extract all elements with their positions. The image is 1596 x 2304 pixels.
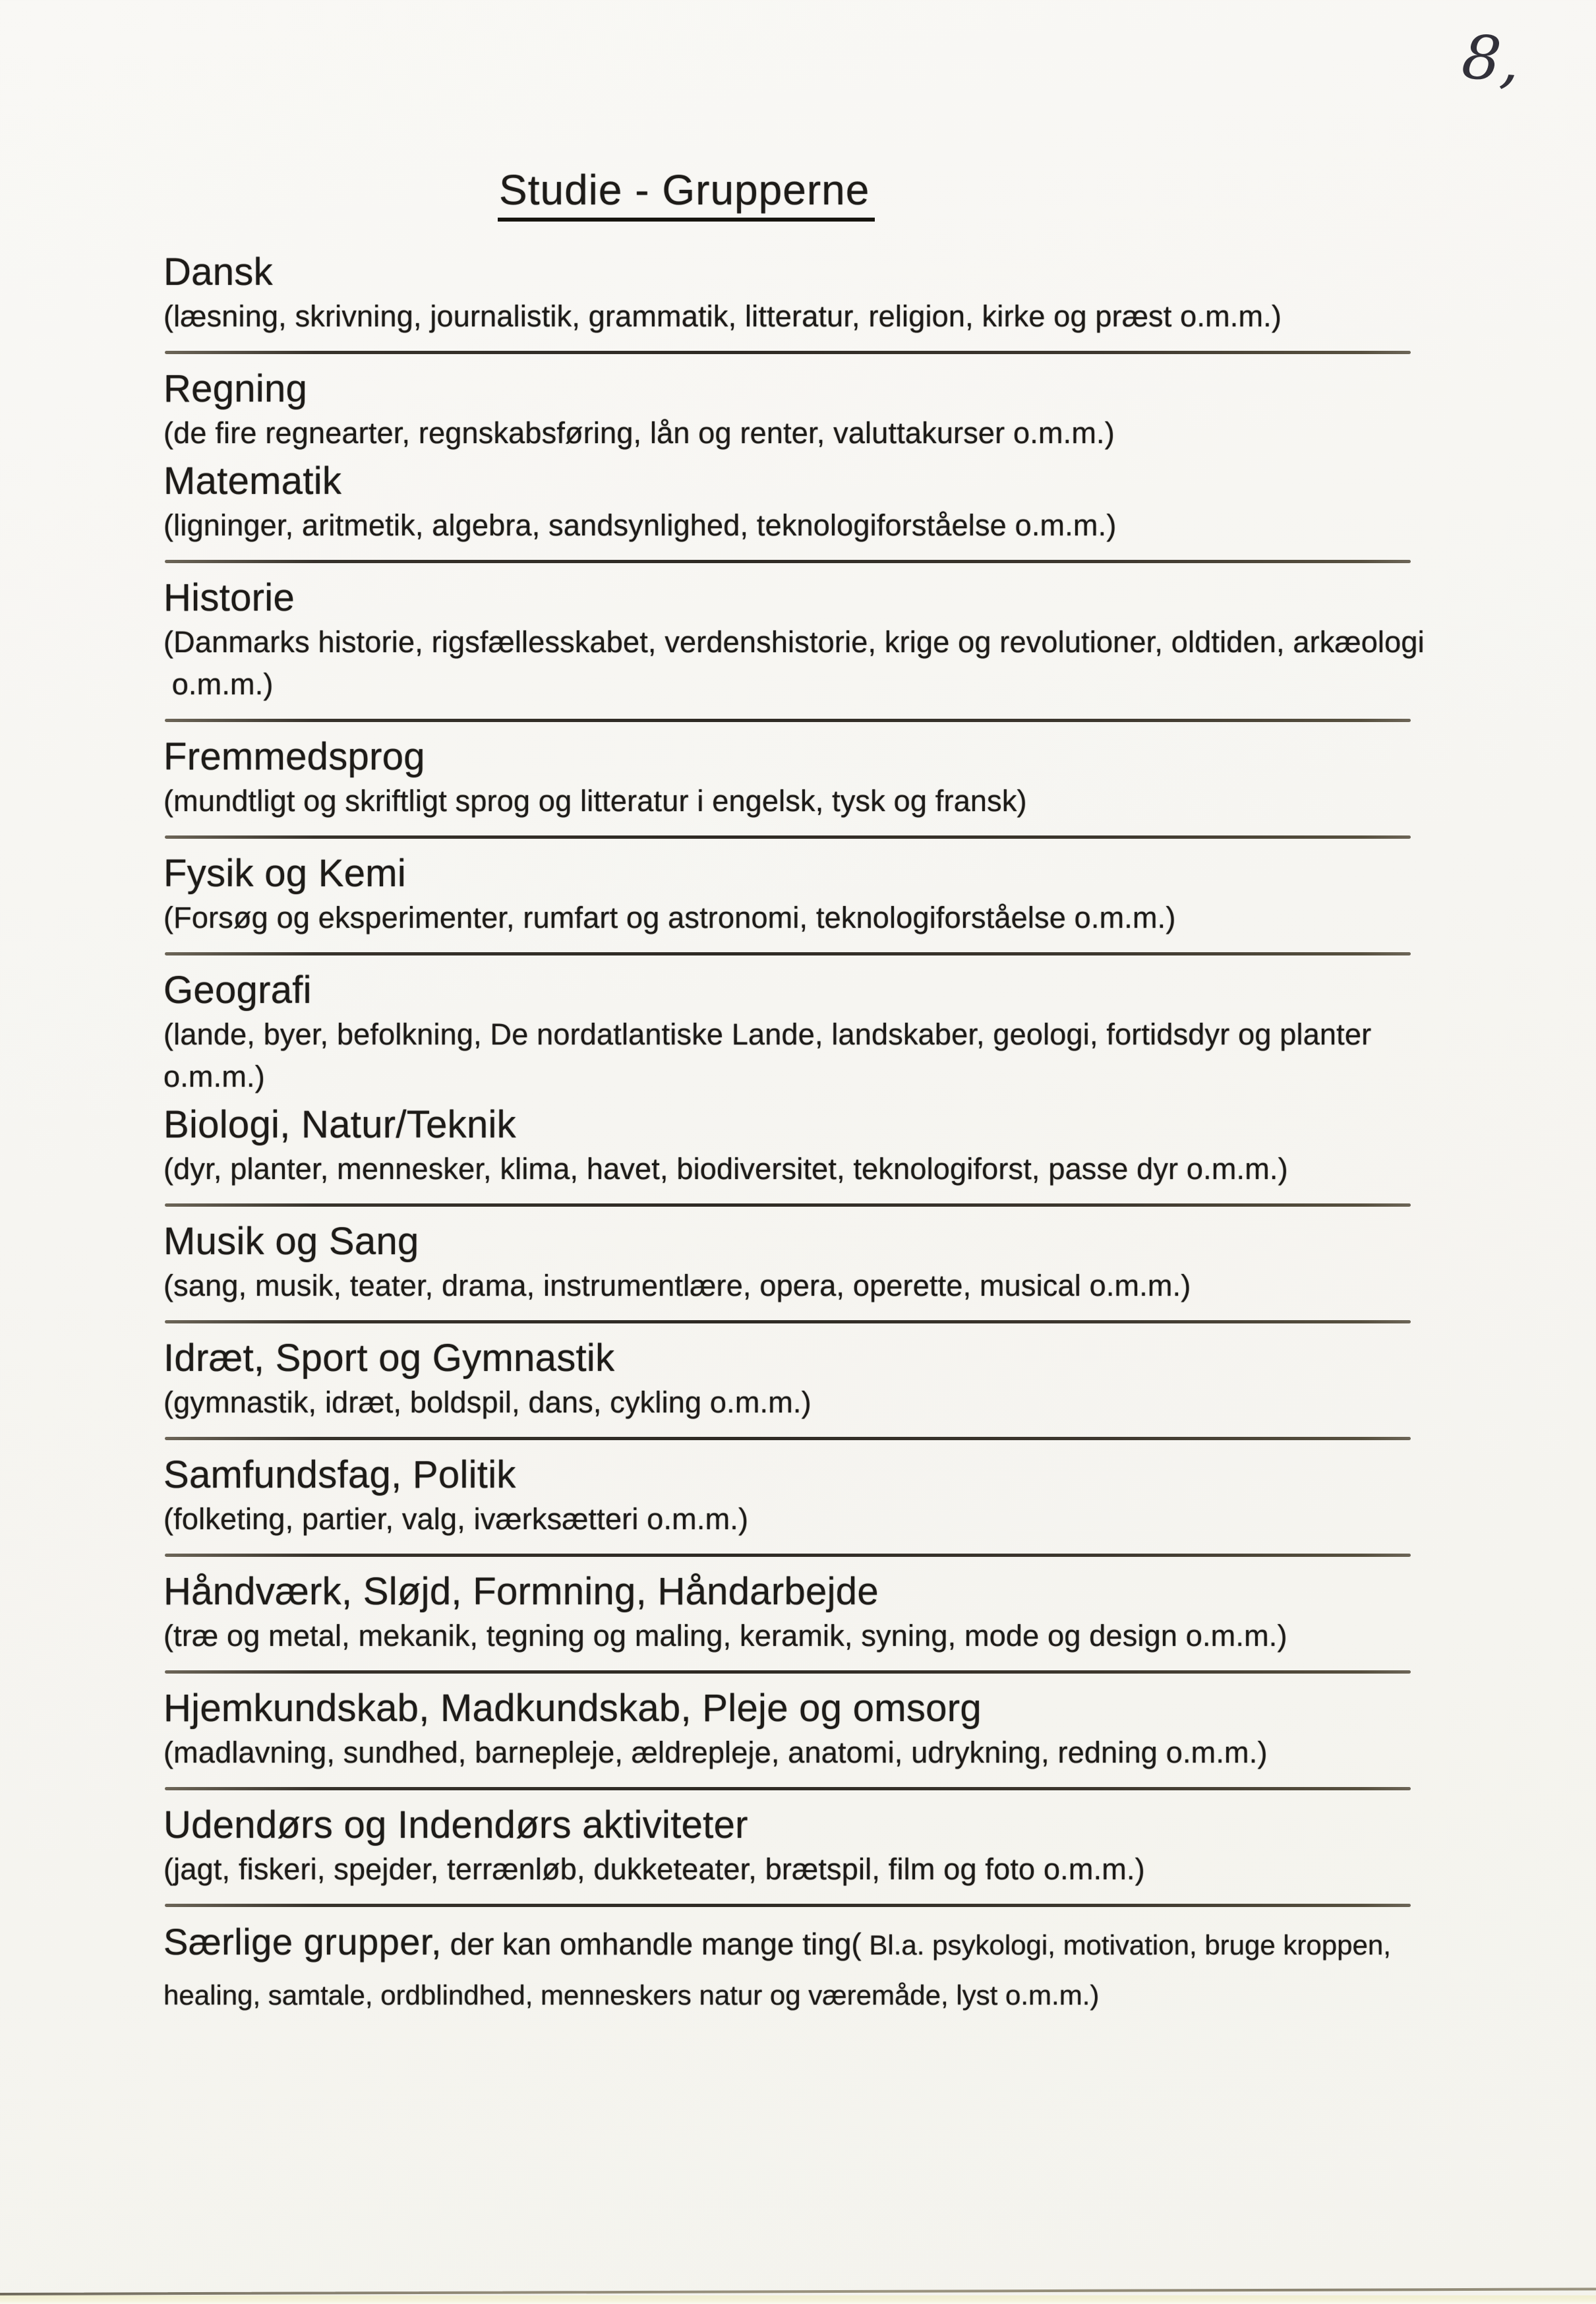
subject-description: (læsning, skrivning, journalistik, grammatik, litteratur, religion, kirke og præst o.m.m.) — [163, 299, 1282, 333]
section-divider — [165, 952, 1411, 955]
subject-description: (Danmarks historie, rigsfællesskabet, verdenshistorie, krige og revolutioner, oldtiden, arkæologi o.m.m.) — [163, 625, 1425, 701]
subject-description: (madlavning, sundhed, barnepleje, ældrepleje, anatomi, udrykning, redning o.m.m.) — [163, 1736, 1268, 1769]
section-divider — [165, 1320, 1411, 1323]
subject-heading: Hjemkundskab, Madkundskab, Pleje og omsorg — [163, 1687, 982, 1730]
subject-description: (sang, musik, teater, drama, instrumentlære, opera, operette, musical o.m.m.) — [163, 1269, 1191, 1302]
paper-edge-shadow-line — [0, 2288, 1596, 2295]
subject-heading: Idræt, Sport og Gymnastik — [163, 1337, 615, 1379]
subject-description: (Forsøg og eksperimenter, rumfart og astronomi, teknologiforståelse o.m.m.) — [163, 901, 1176, 934]
subject-entry — [163, 460, 1431, 547]
subject-heading: Matematik — [163, 460, 342, 502]
subject-heading: Geografi — [163, 969, 312, 1012]
paper-bottom-edge — [0, 2295, 1596, 2304]
subject-entry — [163, 1570, 1431, 1657]
special-groups-heading: Særlige grupper, — [163, 1921, 442, 1962]
subject-entry — [163, 1337, 1431, 1424]
subject-heading: Biologi, Natur/Teknik — [163, 1103, 516, 1146]
subject-description: (dyr, planter, mennesker, klima, havet, biodiversitet, teknologiforst, passe dyr o.m.m.) — [163, 1152, 1288, 1186]
subject-entry — [163, 251, 1431, 338]
subject-entry — [163, 1220, 1431, 1307]
subject-entry — [163, 735, 1431, 822]
section-divider — [165, 1787, 1411, 1790]
subject-entry — [163, 1453, 1431, 1540]
section-divider — [165, 1437, 1411, 1440]
subject-heading: Musik og Sang — [163, 1220, 419, 1263]
subject-description: (træ og metal, mekanik, tegning og maling, keramik, syning, mode og design o.m.m.) — [163, 1619, 1287, 1652]
subject-entry — [163, 852, 1431, 939]
subject-description: (mundtligt og skriftligt sprog og litteratur i engelsk, tysk og fransk) — [163, 784, 1027, 818]
special-groups-description: Bl.a. psykologi, motivation, bruge kroppen, healing, samtale, ordblindhed, menneskers natur og væremåde, lyst o.m.m.) — [163, 1929, 1391, 2011]
subject-description: (jagt, fiskeri, spejder, terrænløb, dukketeater, brætspil, film og foto o.m.m.) — [163, 1852, 1145, 1886]
section-divider — [165, 719, 1411, 722]
subject-heading: Historie — [163, 576, 295, 619]
subject-entry — [163, 576, 1431, 706]
section-divider — [165, 1203, 1411, 1207]
subject-description: (gymnastik, idræt, boldspil, dans, cykling o.m.m.) — [163, 1385, 812, 1419]
section-divider — [165, 835, 1411, 839]
study-groups-list — [163, 251, 1431, 2024]
subject-heading: Håndværk, Sløjd, Formning, Håndarbejde — [163, 1570, 879, 1613]
subject-description: (folketing, partier, valg, iværksætteri o.m.m.) — [163, 1502, 749, 1536]
subject-entry — [163, 1687, 1431, 1774]
section-divider — [165, 1904, 1411, 1907]
handwritten-page-number: 8, — [1459, 21, 1523, 97]
special-groups-entry — [163, 1920, 1431, 2024]
subject-heading: Regning — [163, 367, 308, 410]
subject-entry — [163, 367, 1431, 454]
section-divider — [165, 1554, 1411, 1557]
subject-heading: Fysik og Kemi — [163, 852, 407, 895]
subject-description: (de fire regnearter, regnskabsføring, lån og renter, valuttakurser o.m.m.) — [163, 416, 1115, 450]
subject-entry — [163, 969, 1431, 1098]
subject-entry — [163, 1103, 1431, 1190]
subject-description: (lande, byer, befolkning, De nordatlantiske Lande, landskaber, geologi, fortidsdyr og planter o.m.m.) — [163, 1017, 1372, 1093]
section-divider — [165, 351, 1411, 354]
page-title: Studie - Grupperne — [498, 165, 875, 222]
subject-heading: Samfundsfag, Politik — [163, 1453, 516, 1496]
subject-entry — [163, 1804, 1431, 1891]
section-divider — [165, 1670, 1411, 1674]
subject-description: (ligninger, aritmetik, algebra, sandsynlighed, teknologiforståelse o.m.m.) — [163, 508, 1117, 542]
subject-heading: Dansk — [163, 251, 273, 293]
subject-heading: Fremmedsprog — [163, 735, 425, 778]
subject-heading: Udendørs og Indendørs aktiviteter — [163, 1804, 748, 1846]
section-divider — [165, 560, 1411, 563]
special-groups-subtitle: der kan omhandle mange ting( — [442, 1927, 862, 1961]
